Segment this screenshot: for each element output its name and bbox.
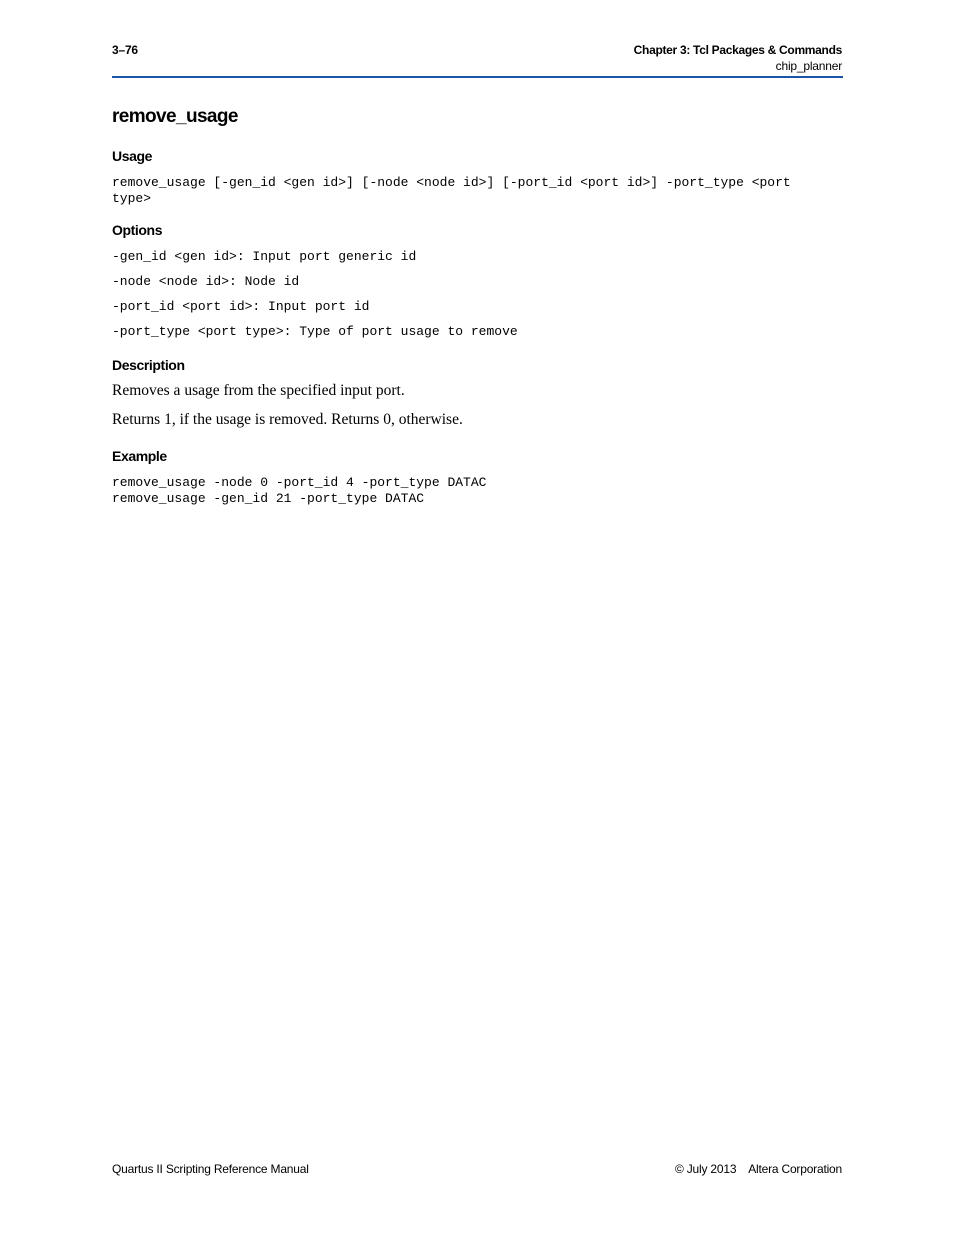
example-code: remove_usage -node 0 -port_id 4 -port_type DATAC remove_usage -gen_id 21 -port_type DATAC	[112, 475, 487, 506]
description-paragraph: Returns 1, if the usage is removed. Returns 0, otherwise.	[112, 411, 463, 428]
options-heading: Options	[112, 222, 163, 238]
manual-title: Quartus II Scripting Reference Manual	[112, 1162, 309, 1176]
option-node: -node <node id>: Node id	[112, 274, 300, 289]
description-heading: Description	[112, 357, 185, 373]
header-divider	[112, 76, 843, 78]
page-number: 3–76	[112, 43, 138, 57]
description-paragraph: Removes a usage from the specified input port.	[112, 382, 405, 399]
section-name: chip_planner	[775, 59, 842, 73]
chapter-title: Chapter 3: Tcl Packages & Commands	[633, 43, 842, 57]
example-heading: Example	[112, 448, 167, 464]
usage-heading: Usage	[112, 148, 153, 164]
command-title: remove_usage	[112, 106, 238, 127]
usage-syntax: remove_usage [-gen_id <gen id>] [-node <node id>] [-port_id <port id>] -port_type <port type>	[112, 175, 791, 206]
copyright-notice: © July 2013 Altera Corporation	[674, 1162, 842, 1176]
option-port-id: -port_id <port id>: Input port id	[112, 299, 370, 314]
option-gen-id: -gen_id <gen id>: Input port generic id	[112, 249, 417, 264]
option-port-type: -port_type <port type>: Type of port usage to remove	[112, 324, 518, 339]
